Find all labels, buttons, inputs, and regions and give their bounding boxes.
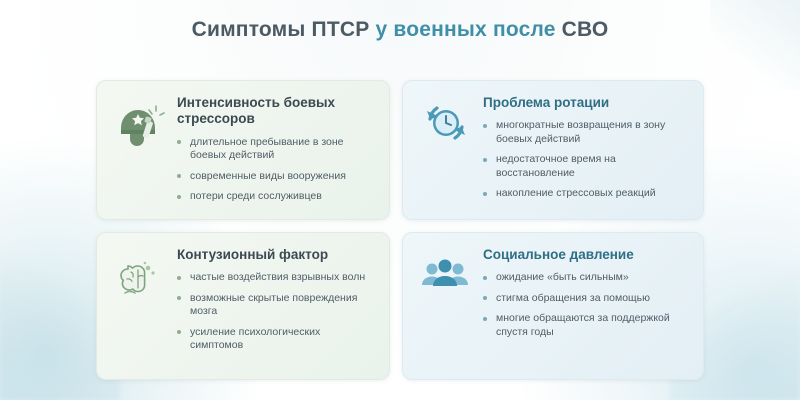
card-bullet-list — [483, 271, 687, 339]
card-bullet-list — [483, 119, 687, 200]
decorative-corner-top-right — [710, 0, 800, 90]
card-rotation-problem — [402, 80, 704, 220]
list-item: многие обращаются за поддержкой спустя годы — [483, 312, 687, 339]
list-item: недостаточное время на восстановление — [483, 153, 687, 180]
list-item: усиление психологических симптомов — [177, 326, 373, 353]
card-bullet-list — [177, 136, 373, 204]
card-social-pressure — [402, 232, 704, 380]
card-body — [177, 247, 373, 367]
card-title: Социальное давление — [483, 247, 634, 262]
page-title — [0, 18, 800, 42]
page-title-part-1: Симптомы ПТСР — [191, 18, 370, 41]
card-concussion-factor — [96, 232, 390, 380]
list-item: современные виды вооружения — [177, 170, 373, 183]
list-item: ожидание «быть сильным» — [483, 271, 687, 284]
list-item: потери среди сослуживцев — [177, 190, 373, 203]
card-title: Интенсивность боевых стрессоров — [177, 95, 336, 127]
page-title-part-2: у военных после — [369, 18, 562, 41]
clock-rotation-icon — [417, 95, 473, 153]
helmet-icon — [111, 95, 167, 153]
list-item: возможные скрытые повреждения мозга — [177, 292, 373, 319]
card-title: Контузионный фактор — [177, 247, 329, 262]
people-group-icon — [417, 247, 473, 305]
page-title-part-3: СВО — [561, 18, 609, 41]
card-body — [483, 95, 687, 207]
list-item: частые воздействия взрывных волн — [177, 271, 373, 284]
cards-grid — [96, 80, 704, 380]
list-item: накопление стрессовых реакций — [483, 187, 687, 200]
card-body — [177, 95, 373, 207]
card-title: Проблема ротации — [483, 95, 610, 110]
card-combat-stressors — [96, 80, 390, 220]
card-bullet-list — [177, 271, 373, 352]
list-item: длительное пребывание в зоне боевых действий — [177, 136, 373, 163]
brain-blast-icon — [111, 247, 167, 305]
list-item: многократные возвращения в зону боевых действий — [483, 119, 687, 146]
card-body — [483, 247, 687, 367]
list-item: стигма обращения за помощью — [483, 292, 687, 305]
